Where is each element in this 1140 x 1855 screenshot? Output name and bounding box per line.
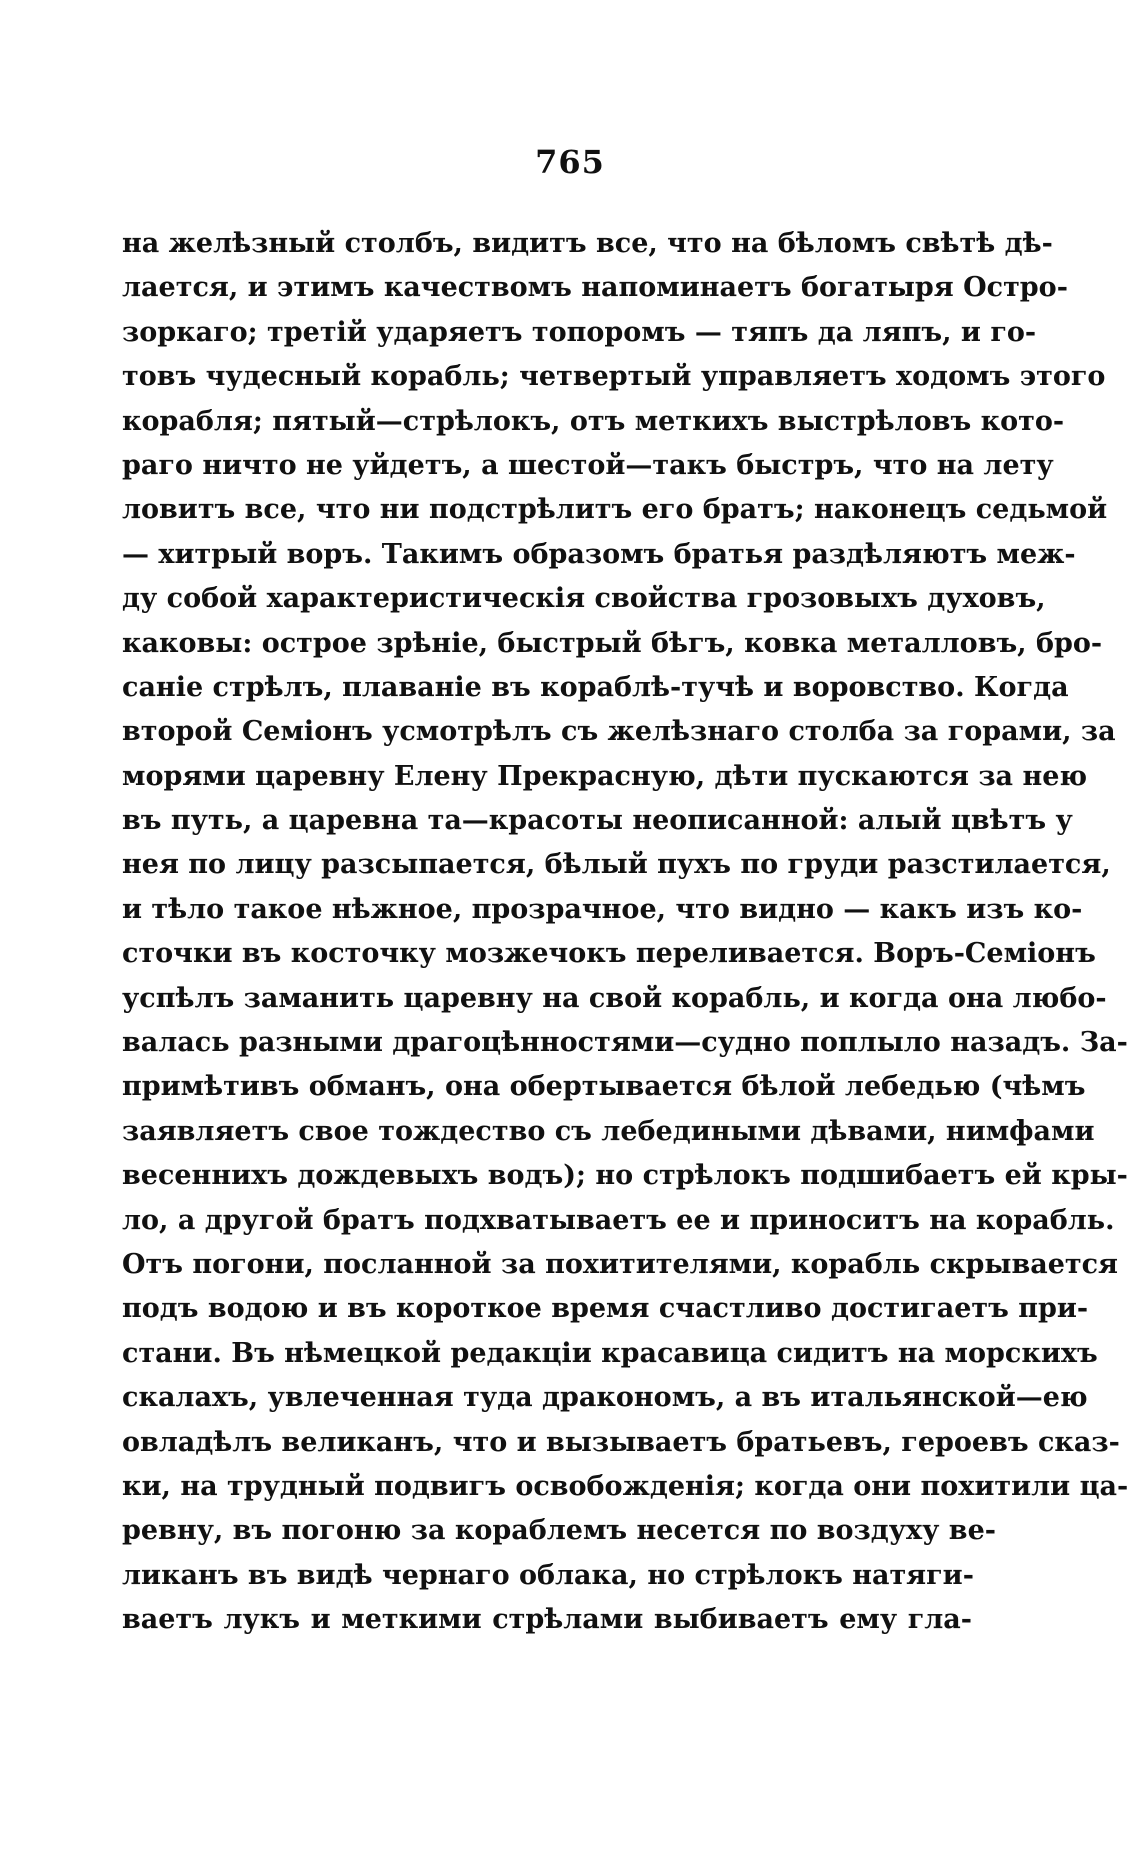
text-line: валась разными драгоцѣнностями—судно поплыло назадъ. За- bbox=[122, 1027, 1128, 1059]
text-line: успѣлъ заманить царевну на свой корабль, и когда она любо- bbox=[122, 982, 1107, 1014]
body-text bbox=[122, 222, 1129, 1643]
text-line: зоркаго; третій ударяетъ топоромъ — тяпъ да ляпъ, и го- bbox=[122, 316, 1037, 348]
text-line: раго ничто не уйдетъ, а шестой—такъ быстръ, что на лету bbox=[122, 449, 1054, 481]
text-line: на желѣзный столбъ, видитъ все, что на бѣломъ свѣтѣ дѣ- bbox=[122, 228, 1053, 259]
text-line: лается, и этимъ качествомъ напоминаетъ богатыря Остро- bbox=[122, 272, 1068, 304]
text-line: ду собой характеристическія свойства грозовыхъ духовъ, bbox=[122, 583, 1046, 615]
text-line: товъ чудесный корабль; четвертый управляетъ ходомъ этого bbox=[122, 361, 1106, 393]
text-line: ловитъ все, что ни подстрѣлитъ его братъ; наконецъ седьмой bbox=[122, 494, 1108, 526]
text-line: — хитрый воръ. Такимъ образомъ братья раздѣляютъ меж- bbox=[122, 538, 1076, 570]
text-line: ваетъ лукъ и меткими стрѣлами выбиваетъ ему гла- bbox=[122, 1604, 972, 1636]
text-line: сточки въ косточку мозжечокъ переливается. Воръ-Семіонъ bbox=[122, 938, 1096, 970]
text-line: ревну, въ погоню за кораблемъ несется по воздуху ве- bbox=[122, 1515, 996, 1547]
text-line: подъ водою и въ короткое время счастливо достигаетъ при- bbox=[122, 1293, 1089, 1325]
text-line: Отъ погони, посланной за похитителями, корабль скрывается bbox=[122, 1248, 1119, 1280]
text-line: нея по лицу разсыпается, бѣлый пухъ по груди разстилается, bbox=[122, 849, 1111, 881]
text-line: ло, а другой братъ подхватываетъ ее и приноситъ на корабль. bbox=[122, 1204, 1115, 1236]
text-line: стани. Въ нѣмецкой редакціи красавица сидитъ на морскихъ bbox=[122, 1337, 1098, 1369]
text-line: весеннихъ дождевыхъ водъ); но стрѣлокъ подшибаетъ ей кры- bbox=[122, 1160, 1128, 1192]
text-line: второй Семіонъ усмотрѣлъ съ желѣзнаго столба за горами, за bbox=[122, 716, 1116, 748]
text-line: примѣтивъ обманъ, она обертывается бѣлой лебедью (чѣмъ bbox=[122, 1071, 1086, 1103]
page-number: 765 bbox=[535, 143, 605, 181]
text-line: корабля; пятый—стрѣлокъ, отъ меткихъ выстрѣловъ кото- bbox=[122, 405, 1065, 437]
text-line: скалахъ, увлеченная туда дракономъ, а въ итальянской—ею bbox=[122, 1382, 1088, 1414]
text-line: ликанъ въ видѣ чернаго облака, но стрѣлокъ натяги- bbox=[122, 1559, 974, 1591]
text-line: въ путь, а царевна та—красоты неописанной: алый цвѣтъ у bbox=[122, 805, 1073, 837]
text-line: саніе стрѣлъ, плаваніе въ кораблѣ-тучѣ и воровство. Когда bbox=[122, 671, 1069, 703]
text-line: каковы: острое зрѣніе, быстрый бѣгъ, ковка металловъ, бро- bbox=[122, 627, 1103, 659]
text-line: ки, на трудный подвигъ освобожденія; когда они похитили ца- bbox=[122, 1470, 1129, 1502]
text-line: заявляетъ свое тождество съ лебедиными дѣвами, нимфами bbox=[122, 1115, 1095, 1147]
text-line: морями царевну Елену Прекрасную, дѣти пускаются за нею bbox=[122, 760, 1088, 792]
text-line: овладѣлъ великанъ, что и вызываетъ братьевъ, героевъ сказ- bbox=[122, 1426, 1120, 1458]
text-line: и тѣло такое нѣжное, прозрачное, что видно — какъ изъ ко- bbox=[122, 893, 1083, 925]
